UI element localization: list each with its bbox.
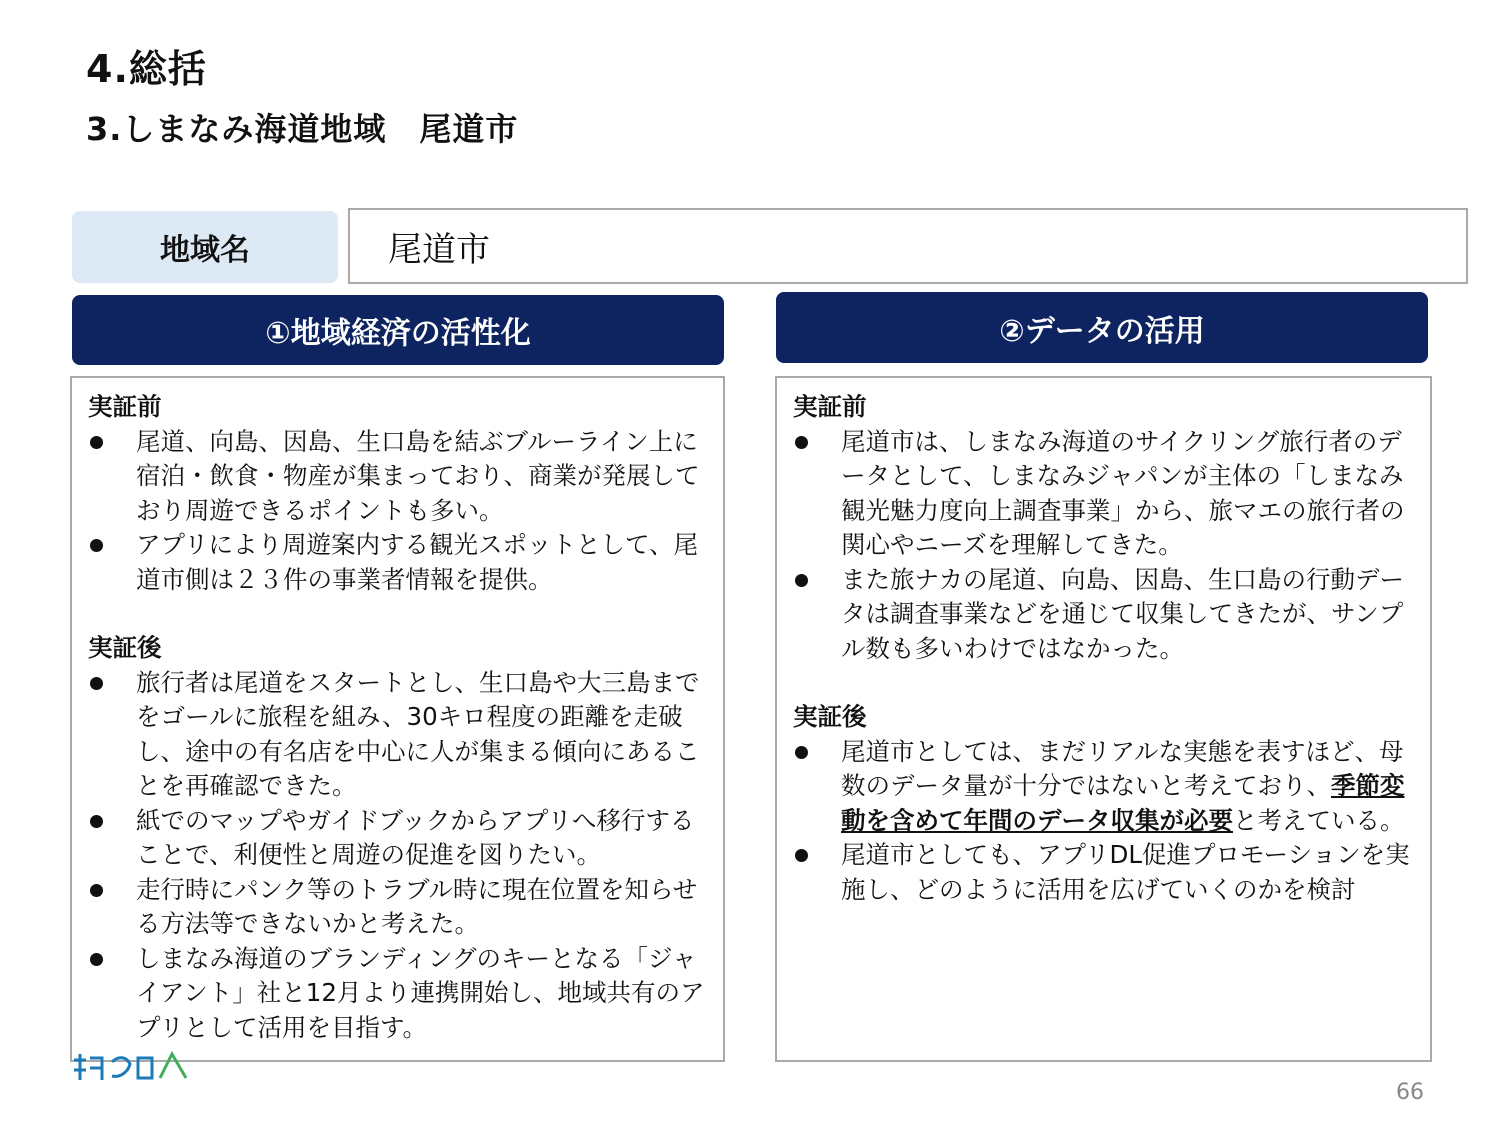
list-item-text: しまなみ海道のブランディングのキーとなる「ジャイアント」社と12月より連携開始し、地域共有のアプリとして活用を目指す。 (136, 943, 705, 1042)
list-item (793, 735, 1416, 839)
page-subtitle: 3.しまなみ海道地域 尾道市 (86, 110, 519, 148)
before-list (88, 425, 709, 598)
bullet-icon (90, 815, 103, 828)
bullet-icon (90, 677, 103, 690)
after-list (793, 735, 1416, 908)
bullet-icon (90, 884, 103, 897)
region-label: 地域名 (72, 211, 338, 283)
after-heading: 実証後 (88, 633, 162, 662)
list-item (88, 873, 709, 942)
bullet-icon (90, 953, 103, 966)
list-item-text: 旅行者は尾道をスタートとし、生口島や大三島までをゴールに旅程を組み、30キロ程度の距離を走破し、途中の有名店を中心に人が集まる傾向にあることを再確認できた。 (136, 667, 700, 800)
list-item (793, 838, 1416, 907)
column-header-data: ②データの活用 (776, 292, 1428, 363)
bullet-icon (795, 436, 808, 449)
before-list (793, 425, 1416, 667)
list-item-text: 尾道市としても、アプリDL促進プロモーションを実施し、どのように活用を広げていくのかを検討 (841, 840, 1410, 904)
economy-panel (70, 376, 725, 1062)
data-panel (775, 376, 1432, 1062)
list-item-text: 走行時にパンク等のトラブル時に現在位置を知らせる方法等できないかと考えた。 (136, 874, 698, 938)
region-value-text: 尾道市 (388, 229, 490, 270)
bullet-icon (795, 746, 808, 759)
logo-icon (72, 1050, 192, 1084)
before-heading: 実証前 (793, 392, 867, 421)
list-item (793, 425, 1416, 563)
list-item-text: 尾道市としては、まだリアルな実態を表すほど、母数のデータ量が十分ではないと考えており、 (841, 736, 1404, 800)
list-item-text-tail: と考えている。 (1233, 805, 1405, 835)
list-item-text: また旅ナカの尾道、向島、因島、生口島の行動データは調査事業などを通じて収集してきたが、サンプル数も多いわけではなかった。 (841, 564, 1405, 663)
after-list (88, 666, 709, 1046)
list-item (88, 804, 709, 873)
list-item-text: アプリにより周遊案内する観光スポットとして、尾道市側は２３件の事業者情報を提供。 (136, 530, 699, 594)
list-item (793, 563, 1416, 667)
list-item-text: 尾道市は、しまなみ海道のサイクリング旅行者のデータとして、しまなみジャパンが主体の「しまなみ観光魅力度向上調査事業」から、旅マエの旅行者の関心やニーズを理解してきた。 (841, 426, 1405, 559)
bullet-icon (795, 574, 808, 587)
list-item (88, 528, 709, 597)
list-item (88, 942, 709, 1046)
column-header-economy: ①地域経済の活性化 (72, 295, 724, 365)
list-item (88, 666, 709, 804)
bullet-icon (90, 539, 103, 552)
before-heading: 実証前 (88, 392, 162, 421)
region-value (348, 208, 1468, 284)
page-number: 66 (1396, 1080, 1424, 1105)
list-item-text: 尾道、向島、因島、生口島を結ぶブルーライン上に宿泊・飲食・物産が集まっており、商業が発展しており周遊できるポイントも多い。 (136, 426, 700, 525)
after-heading: 実証後 (793, 702, 867, 731)
bullet-icon (90, 436, 103, 449)
emphasis-text: 季節変動を含めて年間のデータ収集が必要 (841, 771, 1405, 835)
page-title: 4.総括 (86, 47, 207, 91)
bullet-icon (795, 849, 808, 862)
list-item (88, 425, 709, 529)
list-item-text: 紙でのマップやガイドブックからアプリへ移行することで、利便性と周遊の促進を図りたい。 (136, 805, 695, 869)
